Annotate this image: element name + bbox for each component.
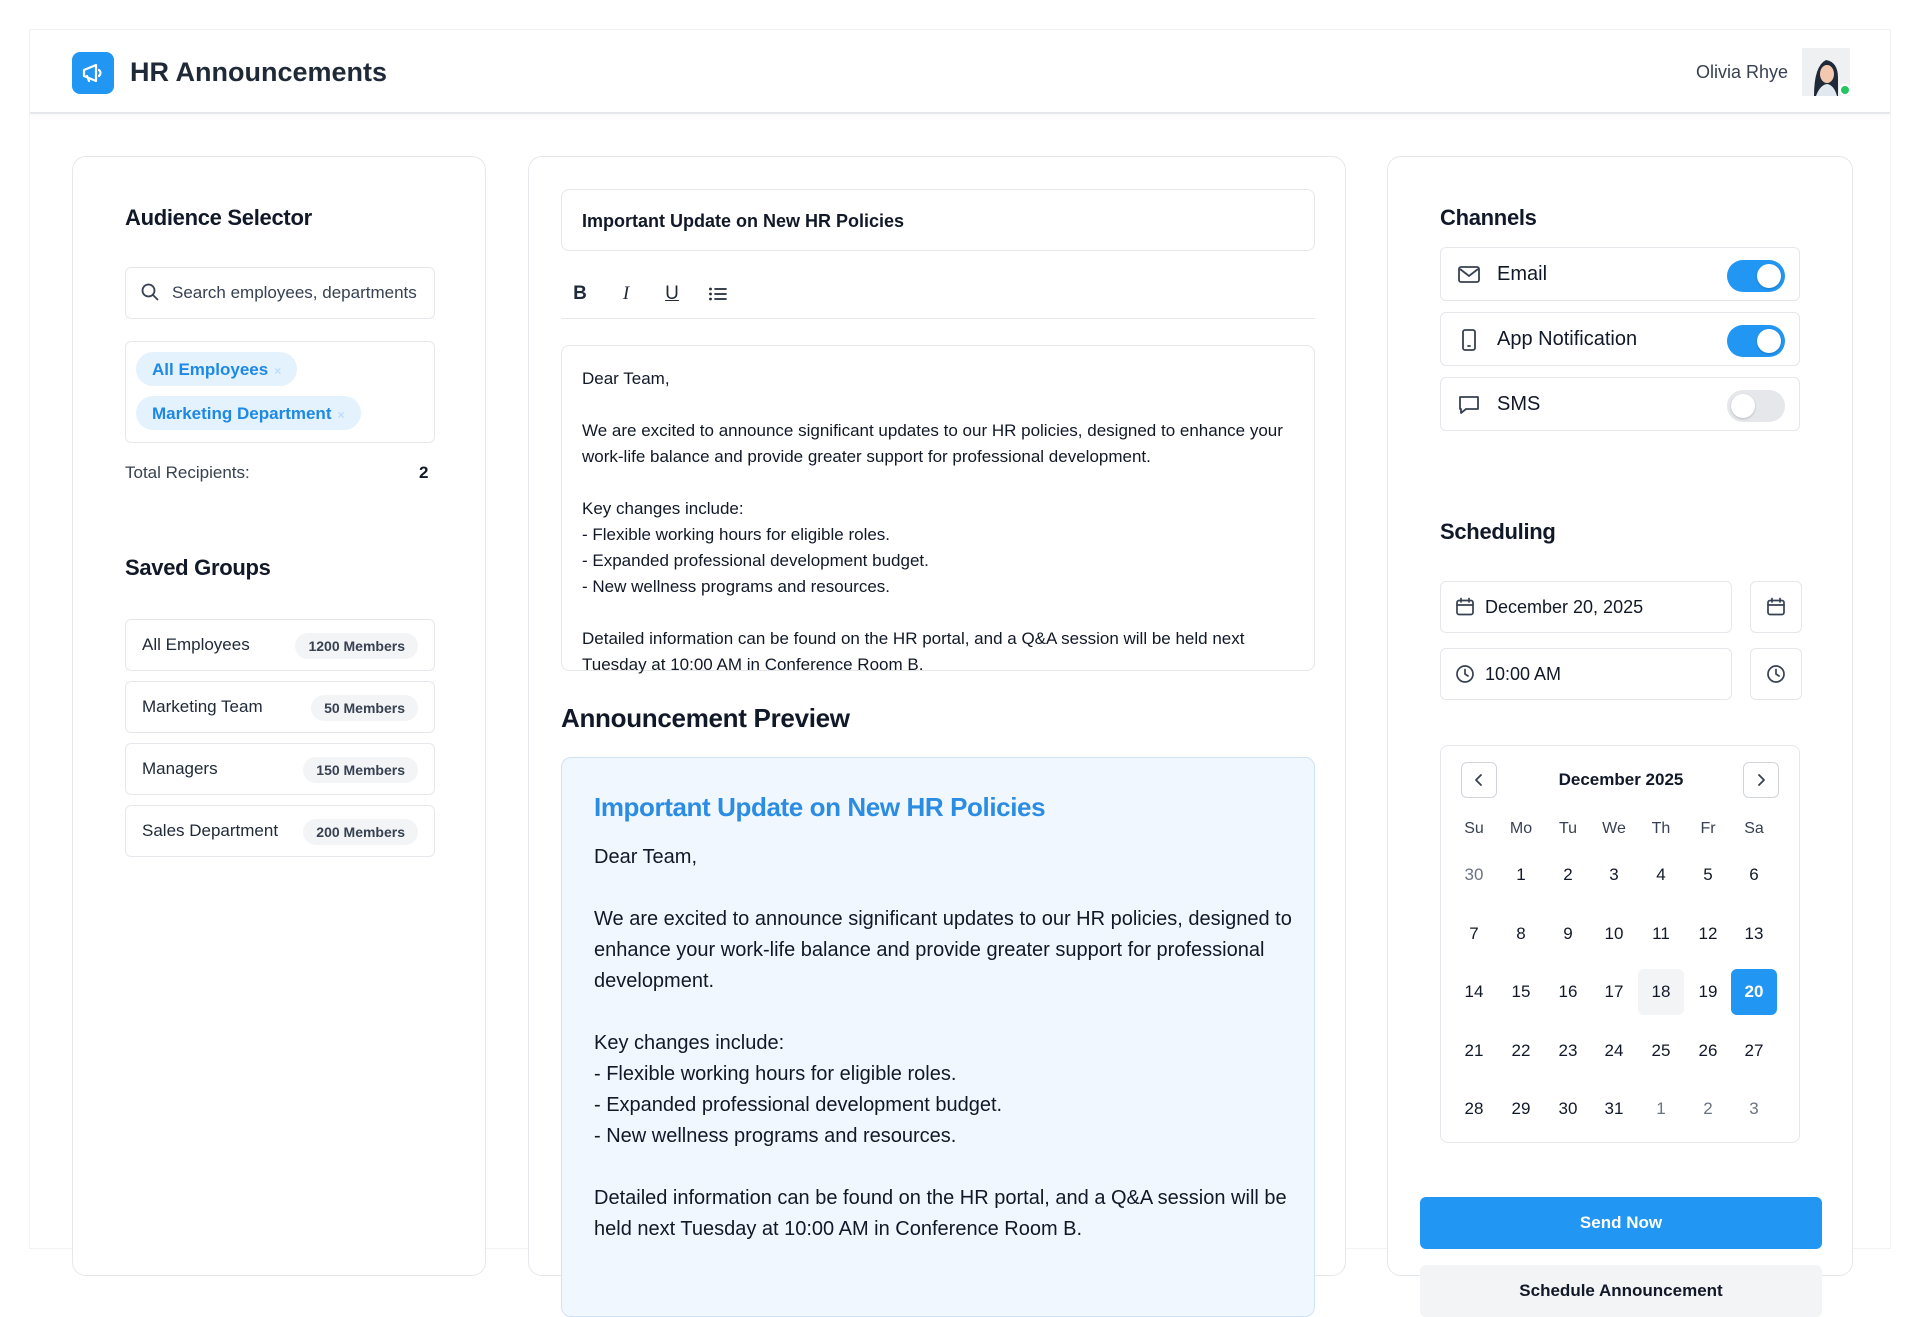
calendar-day[interactable]: 3: [1609, 865, 1619, 884]
calendar-day[interactable]: 24: [1604, 1040, 1624, 1060]
toggle-knob: [1731, 394, 1755, 418]
calendar-day[interactable]: 5: [1703, 865, 1713, 884]
calendar-day[interactable]: 9: [1563, 923, 1573, 943]
compose-panel: [528, 156, 1346, 1276]
search-icon: [140, 282, 160, 307]
audience-search[interactable]: [125, 267, 435, 319]
preview-heading: Announcement Preview: [561, 703, 850, 733]
bold-button[interactable]: B: [573, 283, 587, 304]
calendar-day[interactable]: 20: [1731, 969, 1777, 1015]
phone-icon: [1457, 328, 1481, 357]
saved-group-marketing-team[interactable]: Marketing Team 50 Members: [125, 681, 435, 733]
calendar-day[interactable]: 27: [1744, 1040, 1764, 1060]
calendar-day[interactable]: 17: [1604, 982, 1624, 1001]
date-value: December 20, 2025: [1485, 597, 1644, 617]
audience-panel: [72, 156, 486, 1276]
audience-chip-all-employees[interactable]: All Employees ×: [136, 352, 297, 386]
calendar-icon: [1766, 597, 1786, 617]
date-field[interactable]: [1440, 581, 1732, 633]
weekday-label: Fr: [1700, 820, 1716, 837]
calendar-day[interactable]: 18: [1638, 969, 1684, 1015]
audience-chip-marketing-department[interactable]: Marketing Department ×: [136, 396, 361, 430]
member-count-badge: 1200 Members: [295, 633, 418, 659]
sms-toggle[interactable]: [1727, 390, 1785, 422]
italic-button[interactable]: I: [622, 283, 630, 304]
send-now-button[interactable]: Send Now: [1420, 1197, 1822, 1249]
date-picker-button[interactable]: [1750, 581, 1802, 633]
weekday-label: We: [1602, 820, 1626, 837]
saved-group-all-employees[interactable]: All Employees 1200 Members: [125, 619, 435, 671]
announcement-title-input[interactable]: [582, 208, 1282, 234]
audience-selector-title: Audience Selector: [125, 205, 312, 230]
audience-search-input[interactable]: [172, 280, 422, 306]
calendar: [1440, 745, 1800, 1143]
calendar-day[interactable]: 26: [1698, 1040, 1718, 1060]
top-bar: [30, 30, 1890, 114]
calendar-day[interactable]: 28: [1464, 1099, 1484, 1118]
calendar-day[interactable]: 2: [1703, 1099, 1713, 1118]
delivery-panel: [1387, 156, 1853, 1300]
underline-button[interactable]: U: [665, 283, 679, 304]
calendar-day[interactable]: 13: [1744, 923, 1764, 943]
calendar-day[interactable]: 30: [1464, 865, 1484, 884]
channel-sms[interactable]: SMS: [1440, 377, 1800, 431]
total-recipients-label: Total Recipients:: [125, 463, 250, 482]
calendar-day[interactable]: 3: [1749, 1099, 1759, 1118]
announcement-body-editor[interactable]: Dear Team, We are excited to announce significant updates to our HR policies, designed to enhance your work-life balance and provide greater support for professional development. Key changes include: - Flexible working hours for eligible roles. - Expanded professional development budget. - New wellness programs and resources. Detailed information can be found on the HR portal, and a Q&A session will be held next Tuesday at 10:00 AM in Conference Room B.: [561, 345, 1315, 671]
calendar-month-label: December 2025: [1558, 770, 1684, 789]
message-icon: [1457, 393, 1481, 422]
calendar-day[interactable]: 1: [1656, 1099, 1666, 1118]
weekday-label: Su: [1464, 820, 1484, 837]
total-recipients-value: 2: [419, 463, 429, 482]
weekday-label: Tu: [1558, 820, 1578, 837]
calendar-day[interactable]: 30: [1558, 1099, 1578, 1118]
calendar-day[interactable]: 21: [1464, 1040, 1484, 1060]
calendar-day[interactable]: 12: [1698, 923, 1718, 943]
formatting-toolbar: [561, 271, 1315, 319]
scheduling-title: Scheduling: [1440, 519, 1556, 544]
calendar-day[interactable]: 16: [1558, 982, 1578, 1001]
saved-group-managers[interactable]: Managers 150 Members: [125, 743, 435, 795]
calendar-icon: [1455, 597, 1475, 622]
preview-body: Dear Team, We are excited to announce significant updates to our HR policies, designed to enhance your work-life balance and provide greater support for professional development. Key changes include: - Flexible working hours for eligible roles. - Expanded professional development budget. - New wellness programs and resources. Detailed information can be found on the HR portal, and a Q&A session will be held next Tuesday at 10:00 AM in Conference Room B.: [594, 846, 1292, 1240]
toggle-knob: [1757, 264, 1781, 288]
weekday-label: Th: [1651, 820, 1671, 837]
email-toggle[interactable]: [1727, 260, 1785, 292]
clock-icon: [1766, 664, 1786, 684]
calendar-day[interactable]: 11: [1652, 923, 1670, 943]
calendar-day[interactable]: 31: [1604, 1099, 1624, 1118]
calendar-day[interactable]: 1: [1516, 865, 1526, 884]
calendar-day[interactable]: 4: [1656, 865, 1666, 884]
calendar-day[interactable]: 22: [1511, 1040, 1531, 1060]
weekday-label: Sa: [1744, 820, 1764, 837]
clock-icon: [1455, 664, 1475, 689]
calendar-day[interactable]: 8: [1516, 923, 1526, 943]
saved-groups-title: Saved Groups: [125, 555, 271, 580]
avatar[interactable]: [1802, 48, 1850, 96]
member-count-badge: 200 Members: [303, 819, 418, 845]
calendar-day[interactable]: 15: [1511, 982, 1531, 1001]
calendar-day[interactable]: 6: [1749, 865, 1759, 884]
chip-remove-icon[interactable]: ×: [337, 408, 345, 422]
time-field[interactable]: [1440, 648, 1732, 700]
time-picker-button[interactable]: [1750, 648, 1802, 700]
app-window: [30, 30, 1890, 1300]
megaphone-icon: [72, 52, 114, 94]
calendar-day[interactable]: 25: [1651, 1040, 1671, 1060]
member-count-badge: 150 Members: [303, 757, 418, 783]
toggle-knob: [1757, 329, 1781, 353]
time-value: 10:00 AM: [1485, 664, 1562, 684]
calendar-day[interactable]: 7: [1469, 923, 1479, 943]
online-status-dot: [1839, 84, 1851, 96]
chevron-right-icon: [1754, 773, 1768, 787]
channel-app-notification[interactable]: App Notification: [1440, 312, 1800, 366]
calendar-day[interactable]: 14: [1464, 982, 1484, 1001]
mail-icon: [1457, 263, 1481, 290]
calendar-day[interactable]: 10: [1604, 923, 1624, 943]
schedule-announcement-button[interactable]: Schedule Announcement: [1420, 1265, 1822, 1317]
calendar-day[interactable]: 2: [1563, 865, 1573, 884]
chip-remove-icon[interactable]: ×: [274, 364, 282, 378]
calendar-day[interactable]: 19: [1698, 982, 1718, 1001]
preview-title: Important Update on New HR Policies: [594, 792, 1046, 822]
bullet-list-button[interactable]: [703, 279, 733, 309]
channel-email[interactable]: Email: [1440, 247, 1800, 301]
app-title: HR Announcements: [130, 57, 388, 87]
calendar-day[interactable]: 23: [1558, 1040, 1578, 1060]
channels-title: Channels: [1440, 205, 1537, 230]
member-count-badge: 50 Members: [311, 695, 418, 721]
calendar-day[interactable]: 29: [1511, 1099, 1531, 1118]
saved-group-sales-department[interactable]: Sales Department 200 Members: [125, 805, 435, 857]
announcement-preview-card: [561, 757, 1315, 1317]
announcement-title-field[interactable]: [561, 189, 1315, 251]
user-name[interactable]: Olivia Rhye: [1695, 62, 1788, 82]
app-notification-toggle[interactable]: [1727, 325, 1785, 357]
selected-audience-box: [125, 341, 435, 443]
next-month-button[interactable]: [1743, 762, 1779, 798]
weekday-label: Mo: [1509, 820, 1533, 837]
list-icon: [708, 285, 728, 303]
